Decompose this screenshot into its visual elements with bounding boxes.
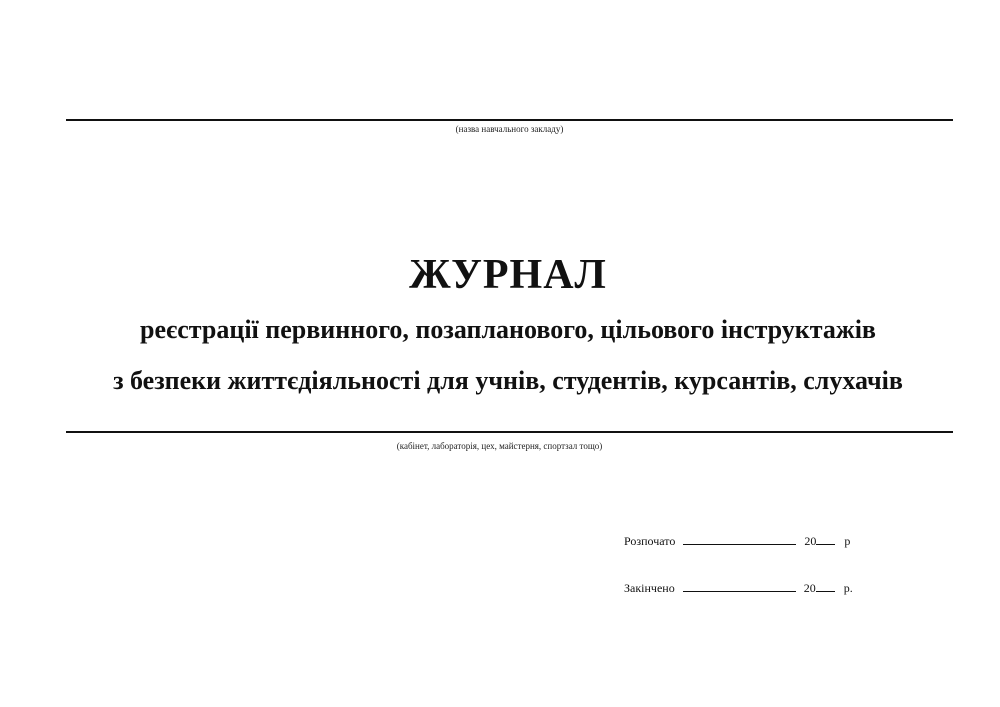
institution-name-line xyxy=(66,119,953,121)
finished-date-row xyxy=(624,579,853,596)
finished-label: Закінчено xyxy=(624,581,675,595)
journal-subtitle-line-1: реєстрації первинного, позапланового, цільового інструктажів xyxy=(140,315,876,344)
started-year-blank xyxy=(816,532,835,545)
started-suffix: р xyxy=(844,534,851,548)
finished-date-blank xyxy=(683,579,796,592)
started-date-row xyxy=(624,532,850,549)
journal-title: ЖУРНАЛ xyxy=(409,252,607,298)
finished-year-blank xyxy=(816,579,835,592)
started-label: Розпочато xyxy=(624,534,676,548)
institution-caption: (назва навчального закладу) xyxy=(455,124,564,134)
finished-year-prefix: 20 xyxy=(803,581,816,595)
started-date-blank xyxy=(683,532,796,545)
finished-suffix: р. xyxy=(843,581,853,595)
location-caption: (кабінет, лабораторія, цех, майстерня, спортзал тощо) xyxy=(396,441,603,451)
journal-subtitle-line-2: з безпеки життєдіяльності для учнів, студентів, курсантів, слухачів xyxy=(113,366,903,395)
started-year-prefix: 20 xyxy=(804,534,817,548)
location-line xyxy=(66,431,953,433)
